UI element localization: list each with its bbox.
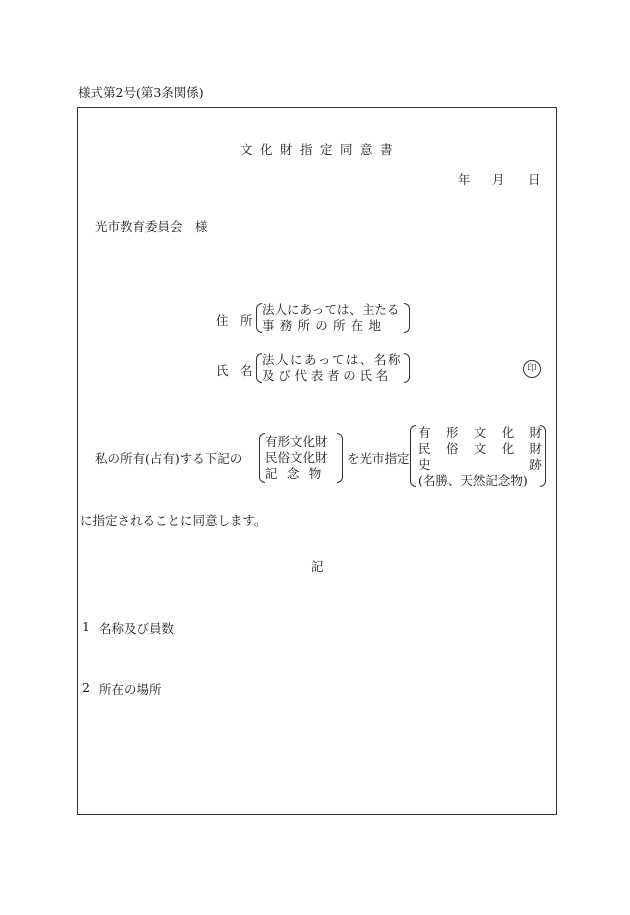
designated-brace-right xyxy=(540,425,546,487)
designated-type-1: 有 形 文 化 財 xyxy=(418,425,542,440)
own-type-list xyxy=(265,434,339,482)
ki-heading: 記 xyxy=(311,559,324,574)
designated-brace-left xyxy=(410,425,416,487)
date-month-label: 月 xyxy=(492,172,505,187)
designated-type-4: (名勝、天然記念物) xyxy=(418,473,528,488)
seal-mark: 印 xyxy=(523,360,541,378)
name-note-line-1: 法人にあっては、名称 xyxy=(262,352,402,367)
item-1-number: 1 xyxy=(82,619,90,634)
date-year-label: 年 xyxy=(458,172,471,187)
own-type-2: 民俗文化財 xyxy=(265,450,328,465)
own-type-brace-right xyxy=(337,433,343,483)
statement-prefix: 私の所有(占有)する下記の xyxy=(95,451,243,466)
addressee: 光市教育委員会 様 xyxy=(95,219,208,234)
address-label-2: 所 xyxy=(240,313,253,328)
name-note-line-2: 及び代表者の氏名 xyxy=(262,368,393,383)
form-id: 様式第2号(第3条関係) xyxy=(78,85,204,100)
item-1-label: 名称及び員数 xyxy=(99,621,175,636)
statement-suffix: に指定されることに同意します。 xyxy=(80,513,267,528)
own-type-1: 有形文化財 xyxy=(265,434,328,449)
address-note xyxy=(262,302,405,334)
name-brace-right xyxy=(404,353,410,383)
date-day-label: 日 xyxy=(528,172,541,187)
address-brace-right xyxy=(404,303,410,333)
name-label-2: 名 xyxy=(240,363,253,378)
item-2-number: 2 xyxy=(82,680,90,695)
designated-type-3: 史 跡 xyxy=(418,457,542,472)
name-note xyxy=(262,352,405,384)
address-note-line-2: 事務所の所在地 xyxy=(262,318,387,333)
item-2-label: 所在の場所 xyxy=(99,682,162,697)
own-type-3: 記念物 xyxy=(265,466,331,481)
name-label-1: 氏 xyxy=(216,363,229,378)
designated-type-list xyxy=(418,425,542,489)
document-title: 文化財指定同意書 xyxy=(240,142,401,157)
address-note-line-1: 法人にあっては、主たる xyxy=(262,302,400,317)
designated-type-2: 民 俗 文 化 財 xyxy=(418,441,542,456)
address-label-1: 住 xyxy=(216,313,229,328)
statement-middle: を光市指定 xyxy=(347,451,410,466)
